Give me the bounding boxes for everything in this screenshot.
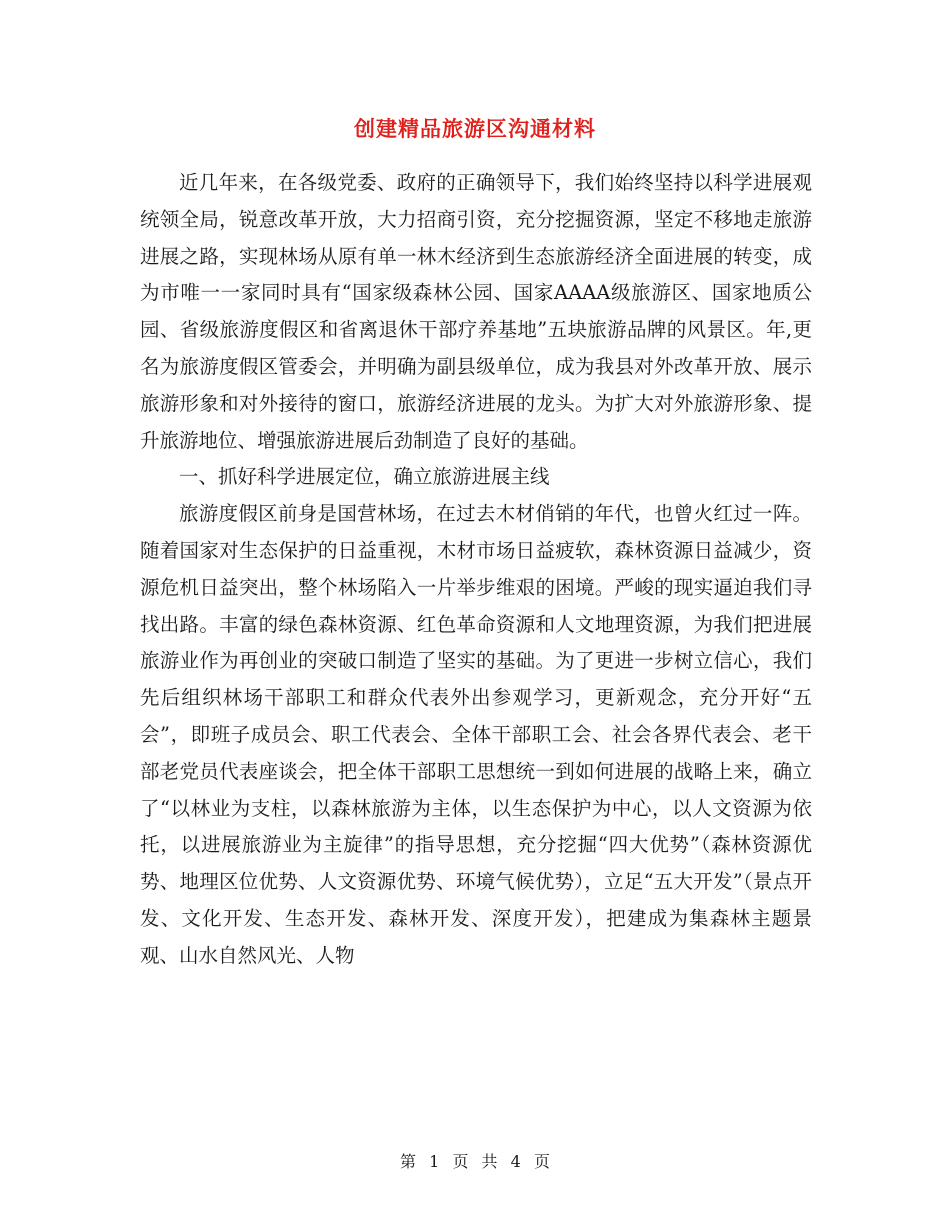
document-title: 创建精品旅游区沟通材料 (354, 116, 596, 141)
paragraph-intro: 近几年来，在各级党委、政府的正确领导下，我们始终坚持以科学进展观统领全局，锐意改革开放，大力招商引资，充分挖掘资源，坚定不移地走旅游进展之路，实现林场从原有单一林木经济到生态旅游经济全面进展的转变，成为市唯一一家同时具有“国家级森林公园、国家AAAA级旅游区、国家地质公园、省级旅游度假区和省离退休干部疗养基地”五块旅游品牌的风景区。年,更名为旅游度假区管委会，并明确为副县级单位，成为我县对外改革开放、展示旅游形象和对外接待的窗口，旅游经济进展的龙头。为扩大对外旅游形象、提升旅游地位、增强旅游进展后劲制造了良好的基础。 (140, 171, 812, 452)
footer-total-pages: 4 (510, 1152, 521, 1171)
footer-total-unit: 页 (533, 1152, 550, 1171)
footer-page-unit: 页 (452, 1152, 469, 1171)
paragraph-section-1: 旅游度假区前身是国营林场，在过去木材俏销的年代，也曾火红过一阵。随着国家对生态保护的日益重视，木材市场日益疲软，森林资源日益减少，资源危机日益突出，整个林场陷入一片举步维艰的困境。严峻的现实逼迫我们寻找出路。丰富的绿色森林资源、红色革命资源和人文地理资源，为我们把进展旅游业作为再创业的突破口制造了坚实的基础。为了更进一步树立信心，我们先后组织林场干部职工和群众代表外出参观学习，更新观念，充分开好“五会”，即班子成员会、职工代表会、全体干部职工会、社会各界代表会、老干部老党员代表座谈会，把全体干部职工思想统一到如何进展的战略上来，确立了“以林业为支柱，以森林旅游为主体，以生态保护为中心，以人文资源为依托，以进展旅游业为主旋律”的指导思想，充分挖掘“四大优势”（森林资源优势、地理区位优势、人文资源优势、环境气候优势），立足“五大开发”（景点开发、文化开发、生态开发、森林开发、深度开发），把建成为集森林主题景观、山水自然风光、人物 (140, 502, 812, 967)
section-heading-1: 一、抓好科学进展定位，确立旅游进展主线 (179, 465, 550, 489)
footer-current-page: 1 (429, 1152, 440, 1171)
page-footer (0, 1150, 950, 1174)
footer-total-prefix: 共 (481, 1152, 498, 1171)
footer-prefix: 第 (400, 1152, 417, 1171)
document-body (140, 165, 812, 975)
